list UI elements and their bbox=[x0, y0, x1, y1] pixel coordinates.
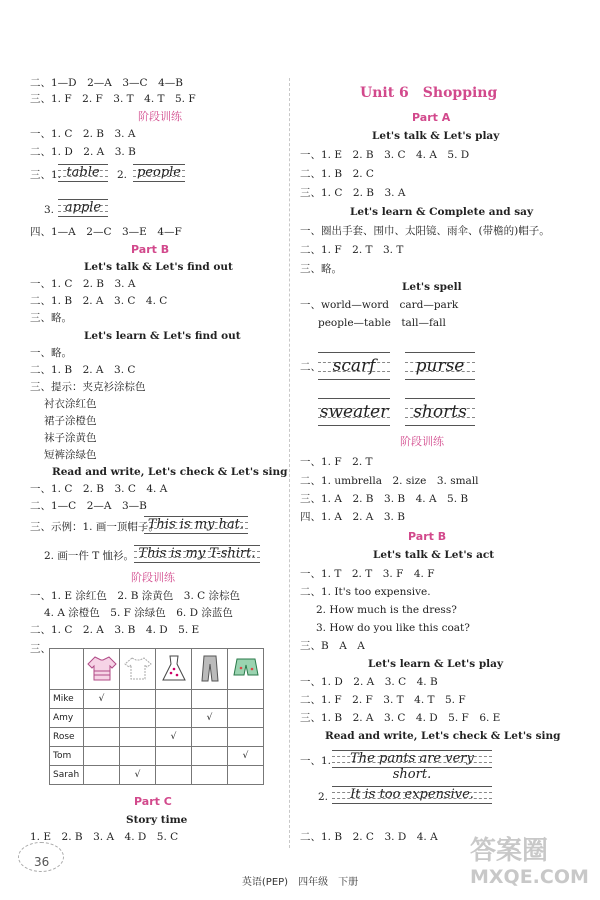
pants-picture bbox=[192, 649, 228, 690]
subsection-heading: Let's spell bbox=[402, 281, 462, 293]
answer-line: 4. A 涂橙色 5. F 涂绿色 6. D 涂蓝色 bbox=[44, 607, 233, 619]
answer-line: 二、1. F 2. T 3. T bbox=[300, 244, 404, 256]
handwriting-purse: purse bbox=[405, 352, 475, 380]
check-mark: √ bbox=[98, 694, 105, 704]
answer-line: 1. E 2. B 3. A 4. D 5. C bbox=[30, 831, 179, 843]
answer-line: 一、1. C 2. B 3. C 4. A bbox=[30, 483, 168, 495]
section-heading: Part C bbox=[134, 795, 172, 808]
handwriting-table: table bbox=[58, 164, 108, 182]
section-heading: 阶段训练 bbox=[131, 571, 175, 584]
answer-line: 二、1. F 2. F 3. T 4. T 5. F bbox=[300, 694, 466, 706]
sweater-picture bbox=[84, 649, 120, 690]
answer-line: 一、1. T 2. T 3. F 4. F bbox=[300, 568, 435, 580]
answer-line: 2. 画一件 T 恤衫。 bbox=[44, 550, 135, 562]
answer-line: 一、1. bbox=[300, 755, 332, 767]
answer-line: 三、提示：夹克衫涂棕色 bbox=[30, 381, 146, 393]
subsection-heading: Let's learn & Let's play bbox=[368, 658, 504, 670]
answer-line: 一、圈出手套、围巾、太阳镜、雨伞、(带檐的)帽子。 bbox=[300, 225, 550, 237]
handwriting-apple: apple bbox=[58, 199, 108, 217]
table-row: Rose √ bbox=[50, 728, 264, 747]
watermark-logo: 答案圈 bbox=[470, 836, 549, 866]
answer-line: 二、1. B 2. C 3. D 4. A bbox=[300, 831, 438, 843]
answer-line: 一、1. F 2. T bbox=[300, 456, 373, 468]
table-row: Sarah √ bbox=[50, 766, 264, 785]
answer-line: 二、1. umbrella 2. size 3. small bbox=[300, 475, 479, 487]
answer-line: 三、B A A bbox=[300, 640, 365, 652]
answer-line: 短裤涂绿色 bbox=[44, 449, 97, 461]
answer-line: 三、示例：1. 画一顶帽子。 bbox=[30, 521, 159, 533]
answer-line: 一、1. C 2. B 3. A bbox=[30, 278, 136, 290]
question-number: 3. bbox=[44, 204, 55, 216]
answer-line: 一、1. E 2. B 3. C 4. A 5. D bbox=[300, 149, 470, 161]
answer-line: 三、1. B 2. A 3. C 4. D 5. F 6. E bbox=[300, 712, 501, 724]
answer-line: 袜子涂黄色 bbox=[44, 432, 97, 444]
check-mark: √ bbox=[134, 770, 141, 780]
handwriting-shorts: shorts bbox=[405, 398, 475, 426]
handwriting-pants: The pants are very short. bbox=[332, 750, 492, 768]
answer-line: 3. How do you like this coat? bbox=[316, 622, 470, 634]
answer-line: 二、1. D 2. A 3. B bbox=[30, 146, 136, 158]
answer-line: 二、1—C 2—A 3—B bbox=[30, 500, 147, 512]
handwriting-sweater: sweater bbox=[318, 398, 390, 426]
answer-line: 二、1. B 2. C bbox=[300, 168, 374, 180]
question-number: 三、1. bbox=[30, 169, 62, 181]
answer-line: 裙子涂橙色 bbox=[44, 415, 97, 427]
answer-line: 四、1. A 2. A 3. B bbox=[300, 511, 405, 523]
table-corner bbox=[50, 649, 84, 690]
page-number: 36 bbox=[34, 855, 50, 869]
subsection-heading: Let's talk & Let's play bbox=[372, 130, 500, 142]
answer-line: people—table tall—fall bbox=[318, 317, 446, 329]
answer-line: 三、1. C 2. B 3. A bbox=[300, 187, 406, 199]
table-row: Tom √ bbox=[50, 747, 264, 766]
subsection-heading: Read and write, Let's check & Let's sing bbox=[52, 466, 288, 478]
answer-line: 三、 bbox=[30, 643, 51, 655]
answer-line: 三、1. F 2. F 3. T 4. T 5. F bbox=[30, 93, 196, 105]
handwriting-expensive: It is too expensive. bbox=[332, 786, 492, 804]
answer-line: 四、1—A 2—C 3—E 4—F bbox=[30, 226, 182, 238]
section-heading: Part B bbox=[131, 243, 170, 256]
subsection-heading: Read and write, Let's check & Let's sing bbox=[325, 730, 561, 742]
handwriting-tshirt: This is my T-shirt. bbox=[134, 545, 260, 563]
question-number: 2. bbox=[117, 169, 128, 181]
answer-line: 三、1. A 2. B 3. B 4. A 5. B bbox=[300, 493, 469, 505]
dress-picture bbox=[156, 649, 192, 690]
subsection-heading: Let's learn & Complete and say bbox=[350, 206, 534, 218]
table-row: Mike √ bbox=[50, 690, 264, 709]
section-heading: 阶段训练 bbox=[138, 110, 182, 123]
answer-line: 二、 bbox=[300, 361, 321, 373]
subsection-heading: Let's talk & Let's act bbox=[373, 549, 495, 561]
answer-line: 2. bbox=[318, 791, 329, 803]
table-row: Amy √ bbox=[50, 709, 264, 728]
clothes-check-table bbox=[49, 648, 264, 785]
column-divider bbox=[289, 78, 290, 848]
section-heading: 阶段训练 bbox=[400, 435, 444, 448]
answer-line: 二、1—D 2—A 3—C 4—B bbox=[30, 77, 183, 89]
answer-line: 二、1. C 2. A 3. B 4. D 5. E bbox=[30, 624, 200, 636]
page-footer: 英语(PEP) 四年级 下册 bbox=[241, 877, 359, 888]
check-mark: √ bbox=[242, 751, 249, 761]
answer-line: 三、略。 bbox=[300, 263, 342, 275]
answer-line: 一、world—word card—park bbox=[300, 299, 459, 311]
answer-line: 二、1. B 2. A 3. C bbox=[30, 364, 136, 376]
answer-line: 2. How much is the dress? bbox=[316, 604, 457, 616]
answer-line: 二、1. B 2. A 3. C 4. C bbox=[30, 295, 168, 307]
handwriting-hat: This is my hat. bbox=[144, 516, 248, 534]
shorts-picture bbox=[228, 649, 264, 690]
unit-title: Unit 6 Shopping bbox=[360, 85, 498, 101]
watermark-url: MXQE.COM bbox=[470, 866, 589, 888]
subsection-heading: Story time bbox=[126, 814, 188, 826]
check-mark: √ bbox=[206, 713, 213, 723]
subsection-heading: Let's learn & Let's find out bbox=[84, 330, 241, 342]
check-mark: √ bbox=[170, 732, 177, 742]
answer-line: 三、略。 bbox=[30, 312, 72, 324]
handwriting-people: people bbox=[133, 164, 185, 182]
answer-line: 二、1. It's too expensive. bbox=[300, 586, 431, 598]
handwriting-scarf: scarf bbox=[318, 352, 390, 380]
section-heading: Part B bbox=[408, 530, 447, 543]
answer-line: 一、1. D 2. A 3. C 4. B bbox=[300, 676, 438, 688]
answer-line: 衬衣涂红色 bbox=[44, 398, 97, 410]
answer-line: 一、1. C 2. B 3. A bbox=[30, 128, 136, 140]
answer-line: 一、1. E 涂红色 2. B 涂黄色 3. C 涂棕色 bbox=[30, 590, 240, 602]
section-heading: Part A bbox=[412, 111, 451, 124]
subsection-heading: Let's talk & Let's find out bbox=[84, 261, 233, 273]
shirt-picture bbox=[120, 649, 156, 690]
answer-line: 一、略。 bbox=[30, 347, 72, 359]
